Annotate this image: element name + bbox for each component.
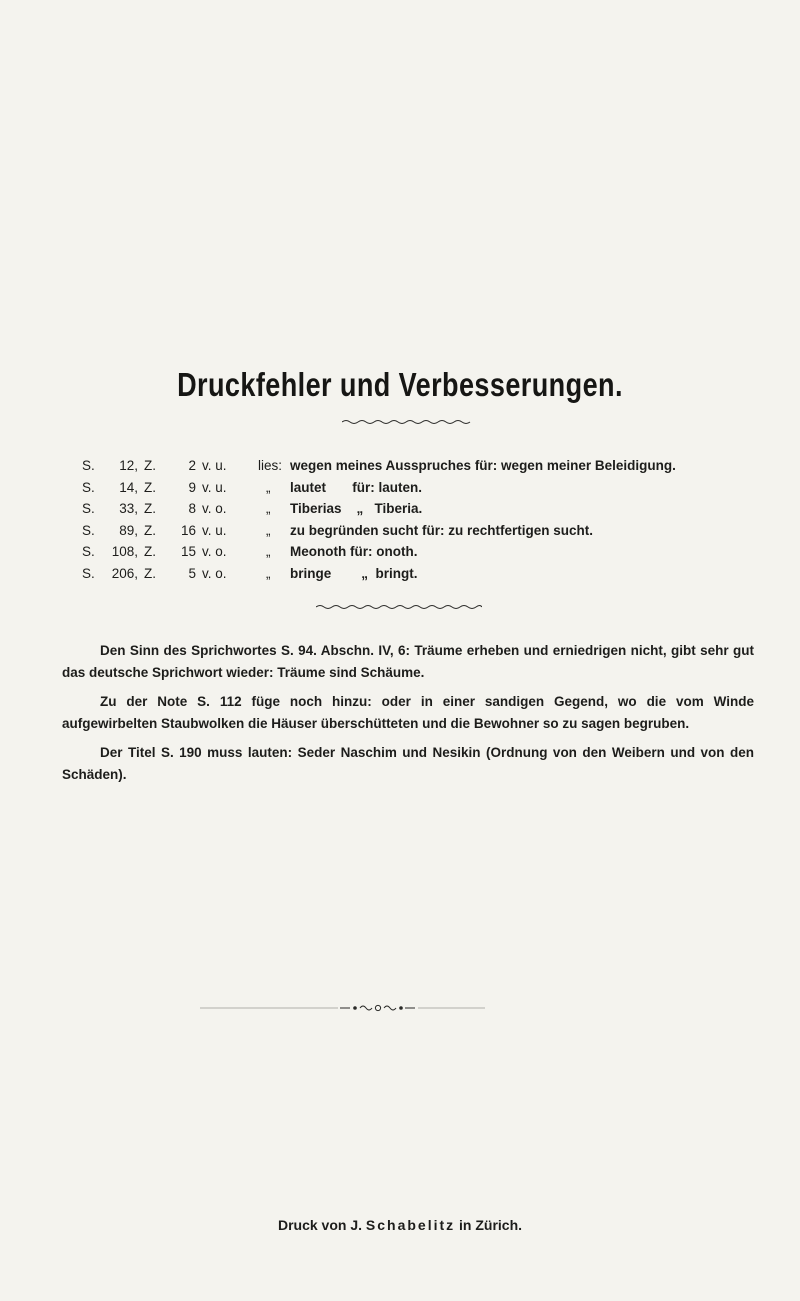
errata-correction: zu begründen sucht für: zu rechtfertigen sucht. — [290, 522, 594, 538]
errata-row — [82, 544, 762, 566]
imprint-printer-name: Schabelitz — [365, 1217, 456, 1233]
errata-row — [82, 458, 762, 480]
errata-row — [82, 523, 762, 545]
errata-correction: Meonoth für: onoth. — [290, 544, 418, 559]
errata-line-number: 8 — [188, 501, 196, 516]
errata-page-number: 12, — [119, 458, 138, 473]
errata-line-direction: v. o. — [202, 565, 227, 581]
errata-line-number: 2 — [188, 458, 196, 473]
notes-section — [62, 640, 754, 786]
errata-page-number: 206, — [111, 565, 138, 581]
errata-page-number: 89, — [119, 522, 138, 538]
wavy-rule-top — [342, 418, 472, 426]
errata-line-number: 5 — [188, 565, 196, 581]
errata-page-prefix: S. — [82, 458, 95, 473]
errata-correction: lautet für: lauten. — [290, 479, 423, 495]
errata-line-direction: v. u. — [202, 479, 227, 495]
errata-line-direction: v. u. — [202, 458, 227, 473]
errata-row — [82, 566, 762, 588]
errata-page-prefix: S. — [82, 479, 95, 495]
errata-ditto: „ — [266, 501, 271, 516]
errata-page-prefix: S. — [82, 522, 95, 538]
printer-imprint — [0, 1217, 800, 1233]
errata-row — [82, 501, 762, 523]
errata-line-prefix: Z. — [144, 458, 156, 473]
errata-line-prefix: Z. — [144, 565, 156, 581]
errata-lies: lies: — [258, 458, 283, 473]
errata-correction: wegen meines Ausspruches für: wegen meiner Beleidigung. — [290, 458, 676, 473]
errata-correction: Tiberias „ Tiberia. — [290, 501, 423, 516]
errata-ditto: „ — [266, 479, 271, 495]
errata-line-number: 16 — [180, 522, 196, 538]
errata-row — [82, 480, 762, 502]
errata-ditto: „ — [266, 565, 271, 581]
wavy-rule-middle — [316, 603, 482, 611]
note-paragraph: Der Titel S. 190 muss lauten: Seder Naschim und Nesikin (Ordnung von den Weibern und von den Schäden). — [62, 745, 754, 782]
errata-page-number: 14, — [119, 479, 138, 495]
errata-correction: bringe „ bringt. — [290, 565, 418, 581]
errata-line-prefix: Z. — [144, 501, 156, 516]
errata-ditto: „ — [266, 522, 271, 538]
errata-line-prefix: Z. — [144, 522, 156, 538]
errata-line-direction: v. o. — [202, 501, 227, 516]
page-title: Druckfehler und Verbesserungen. — [177, 366, 623, 403]
ornamental-rule — [200, 1004, 600, 1012]
errata-page-prefix: S. — [82, 565, 95, 581]
errata-list — [82, 458, 762, 587]
errata-page-prefix: S. — [82, 544, 95, 559]
errata-ditto: „ — [266, 544, 271, 559]
note-paragraph: Den Sinn des Sprichwortes S. 94. Abschn. IV, 6: Träume erheben und erniedrigen nicht, gibt sehr gut das deutsche Sprichwort wieder: Träume sind Schäume. — [62, 643, 754, 680]
errata-line-prefix: Z. — [144, 479, 156, 495]
imprint-place: in Zürich. — [459, 1217, 523, 1233]
errata-line-direction: v. u. — [202, 522, 227, 538]
errata-line-number: 9 — [188, 479, 196, 495]
errata-line-number: 15 — [180, 544, 196, 559]
note-paragraph: Zu der Note S. 112 füge noch hinzu: oder in einer sandigen Gegend, wo die vom Winde aufgewirbelten Staubwolken die Häuser überschütteten und die Bewohner so zu sagen begruben. — [62, 694, 754, 731]
errata-line-prefix: Z. — [144, 544, 156, 559]
errata-page-prefix: S. — [82, 501, 95, 516]
errata-page-number: 108, — [111, 544, 138, 559]
errata-line-direction: v. o. — [202, 544, 227, 559]
imprint-prefix: Druck von J. — [277, 1217, 362, 1233]
errata-page-number: 33, — [119, 501, 138, 516]
